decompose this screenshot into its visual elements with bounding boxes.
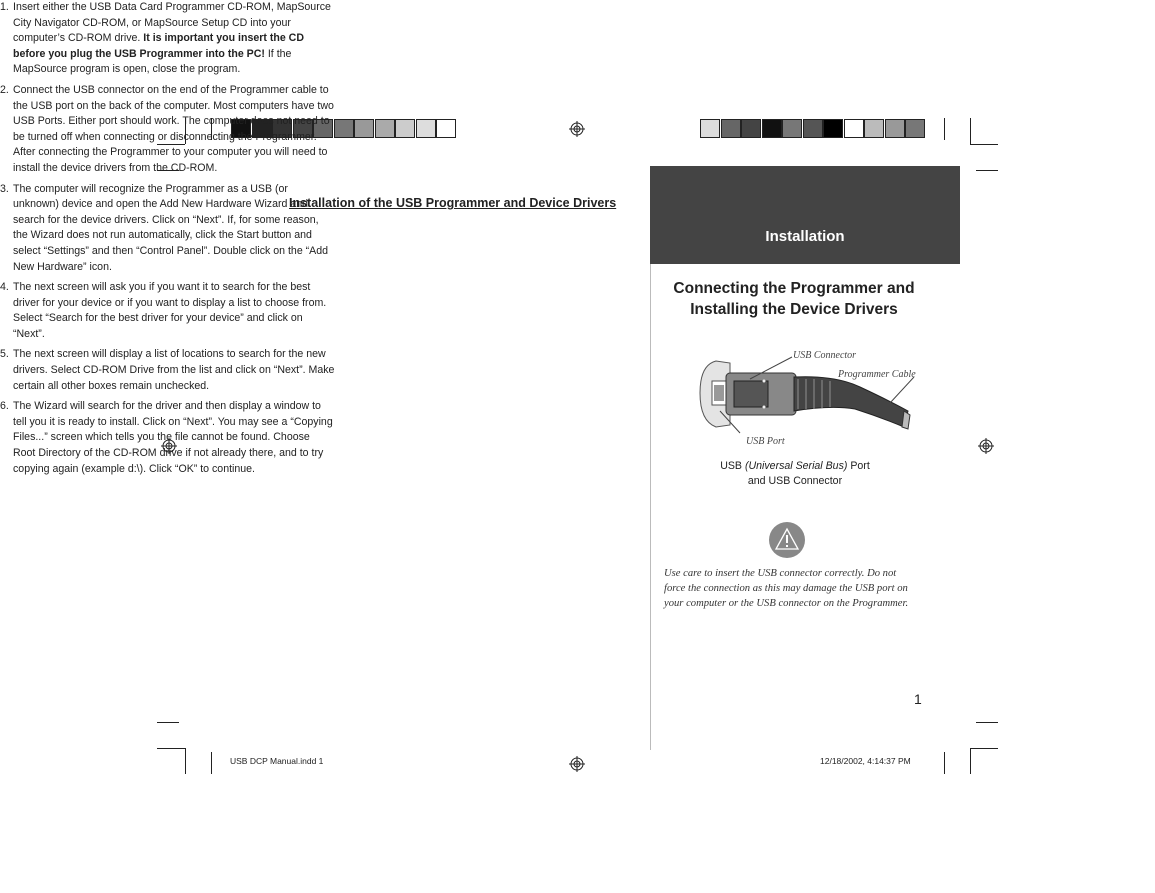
crop-mark [185, 748, 186, 774]
color-swatch [823, 119, 843, 138]
usb-connector-label: USB Connector [793, 350, 857, 361]
color-swatch [395, 119, 415, 138]
color-swatch [782, 119, 802, 138]
crop-mark [970, 748, 998, 749]
crop-mark [970, 144, 998, 145]
caption-text: and USB Connector [747, 475, 843, 487]
crop-mark [211, 752, 212, 774]
color-swatch [905, 119, 925, 138]
color-swatch [803, 119, 823, 138]
instruction-step [0, 0, 335, 78]
instruction-steps [0, 0, 335, 477]
page-number: 1 [914, 691, 922, 707]
step-number: 5. [0, 348, 9, 361]
color-swatch [416, 119, 436, 138]
step-text: The Wizard will search for the driver and then display a window to tell you it is ready to install. Click on “Next”. You may see a “Copying Files...” screen which tells you the file cannot be found. Choose Root Directory of the CD-ROM drive if not already there, and to try copying again (example d:\). Click “OK” to continue. [13, 400, 333, 475]
footer-timestamp: 12/18/2002, 4:14:37 PM [820, 756, 911, 766]
section-title: Connecting the Programmer and Installing the Device Drivers [673, 280, 915, 318]
color-swatch [354, 119, 374, 138]
step-text: The next screen will display a list of locations to search for the new drivers. Select CD-ROM Drive from the list and click on “Next”. Make certain all other boxes remain unchecked. [13, 348, 335, 392]
step-text: The next screen will ask you if you want it to search for the best driver for your device or if you want to display a list to choose from. Select “Search for the best driver for your device” and click on “Next”. [13, 281, 327, 340]
color-swatch [334, 119, 354, 138]
color-swatch [700, 119, 720, 138]
color-swatch [864, 119, 884, 138]
warning-icon [768, 521, 806, 559]
crop-mark [944, 752, 945, 774]
usb-connector-illustration-icon [690, 345, 930, 455]
instruction-step [0, 280, 335, 342]
color-swatch [885, 119, 905, 138]
crop-mark [944, 118, 945, 140]
usb-port-label: USB Port [746, 436, 785, 447]
step-number: 3. [0, 182, 9, 195]
instruction-step [0, 83, 335, 177]
crop-mark [976, 170, 998, 171]
instruction-step [0, 347, 335, 394]
instruction-step [0, 182, 335, 276]
registration-mark-icon [569, 121, 585, 137]
color-swatch [375, 119, 395, 138]
color-swatch [844, 119, 864, 138]
registration-mark-icon [978, 438, 994, 454]
step-text: Connect the USB connector on the end of the Programmer cable to the USB port on the back of the computer. Most computers have two USB Ports. Either port should work. The computer does not need to be turned off when connecting or disconnecting the Programmer. After connecting the Programmer to your computer you will need to install the device drivers from the CD-ROM. [13, 83, 334, 174]
crop-mark [157, 722, 179, 723]
instruction-step [0, 399, 335, 477]
crop-mark [970, 118, 971, 144]
programmer-cable-label: Programmer Cable [838, 369, 916, 380]
crop-mark [976, 722, 998, 723]
step-text: Insert either the USB Data Card Programmer CD-ROM, MapSource City Navigator CD-ROM, or MapSource Setup CD into your computer’s CD-ROM drive. [13, 1, 331, 45]
caption-text: Port [847, 460, 870, 472]
step-number: 2. [0, 83, 9, 96]
color-swatch [436, 119, 456, 138]
instructions-heading: Installation of the USB Programmer and Device Drivers [289, 196, 617, 210]
color-swatch [762, 119, 782, 138]
section-tab-label: Installation [765, 228, 845, 245]
crop-mark [970, 748, 971, 774]
step-text: If the MapSource program is open, close the program. [13, 47, 292, 76]
step-emphasis: It is important you insert the CD before you plug the USB Programmer into the PC! [13, 32, 304, 60]
registration-mark-icon [569, 756, 585, 772]
step-number: 1. [0, 1, 9, 13]
section-tab [650, 166, 960, 264]
warning-text: Use care to insert the USB connector correctly. Do not force the connection as this may damage the USB port on your computer or the USB connector on the Programmer. [664, 568, 909, 609]
step-text: The computer will recognize the Programmer as a USB (or unknown) device and open the Add New Hardware Wizard and search for the device drivers. Click on “Next”. If, for some reason, the Wizard does not run automatically, click the Start button and select “Settings” and then “Control Panel”. Double click on the “Add New Hardware” icon. [13, 182, 329, 273]
color-swatch [741, 119, 761, 138]
footer-file-info: USB DCP Manual.indd 1 [230, 756, 324, 766]
caption-text: USB [720, 460, 745, 472]
step-number: 4. [0, 281, 9, 294]
diagram-caption [700, 459, 890, 489]
caption-italic-text: (Universal Serial Bus) [744, 460, 848, 472]
step-number: 6. [0, 400, 9, 413]
column-divider [650, 264, 651, 750]
crop-mark [157, 748, 185, 749]
color-swatch [721, 119, 741, 138]
